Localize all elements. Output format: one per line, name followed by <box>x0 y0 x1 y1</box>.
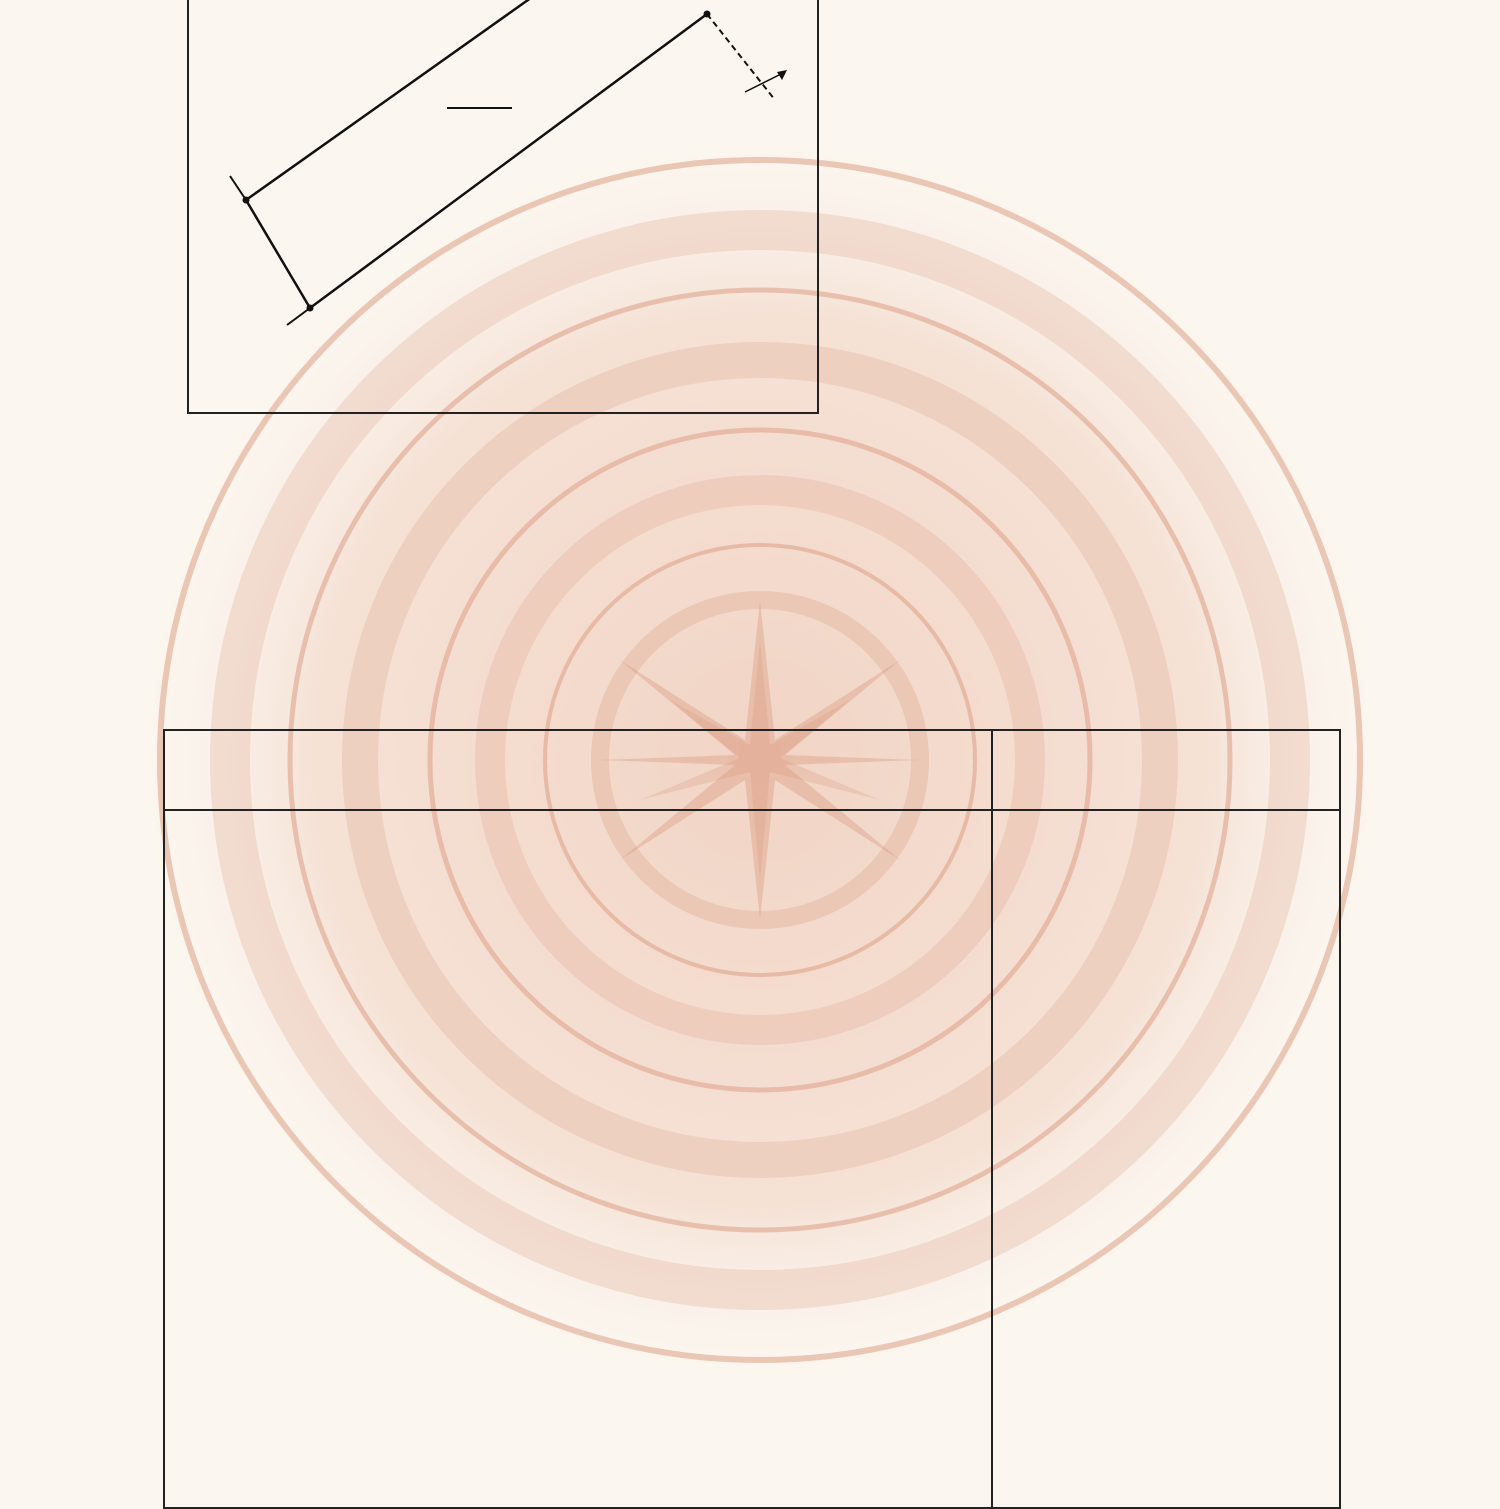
plot-note <box>200 346 810 368</box>
parcel-edge-left <box>246 200 310 308</box>
changes-col-content-header <box>165 731 991 809</box>
vertex-1 <box>243 197 250 204</box>
vertex-4 <box>704 11 711 18</box>
vertex-5 <box>307 305 314 312</box>
road-planning-line <box>707 14 775 100</box>
changes-table <box>163 729 1341 1509</box>
changes-col-confirm-header <box>993 731 1341 809</box>
parcel-edge-bottom <box>310 14 707 308</box>
parcel-edge-top <box>246 0 535 200</box>
